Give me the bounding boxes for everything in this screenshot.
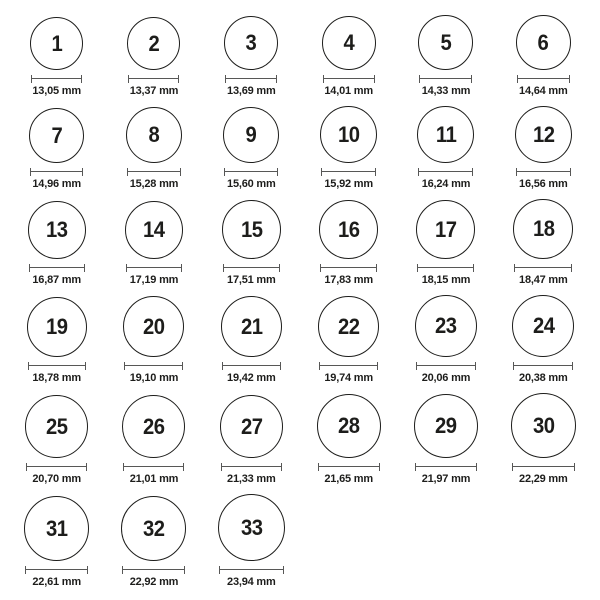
ring-circle	[121, 496, 186, 561]
ring-diameter-label: 22,61 mm	[32, 576, 81, 588]
diameter-dimension-line	[30, 168, 83, 176]
ring-circle	[416, 200, 475, 259]
ring-size-item	[515, 106, 572, 191]
ring-diameter-label: 20,38 mm	[519, 372, 568, 384]
diameter-dimension-line	[320, 264, 377, 272]
ring-circle	[125, 201, 183, 259]
diameter-dimension-line	[417, 264, 474, 272]
diameter-dimension-line	[219, 566, 284, 574]
ring-circle	[319, 200, 378, 259]
ring-diameter-label: 19,10 mm	[129, 372, 179, 384]
diameter-dimension-line	[126, 264, 182, 272]
ring-diameter-label: 21,65 mm	[324, 473, 373, 485]
ring-size-number: 17	[435, 216, 457, 242]
ring-circle	[317, 394, 381, 458]
ring-size-item	[123, 296, 184, 385]
ring-diameter-label: 16,24 mm	[421, 178, 471, 190]
ring-circle	[30, 17, 83, 70]
ring-size-item	[516, 15, 571, 98]
ring-size-item	[415, 295, 477, 385]
ring-size-item	[322, 16, 376, 98]
ring-circle	[320, 106, 377, 163]
ring-size-number: 2	[148, 30, 160, 56]
ring-diameter-label: 16,56 mm	[519, 178, 568, 190]
ring-size-item	[418, 15, 473, 98]
ring-circle	[415, 295, 477, 357]
ring-size-chart	[8, 0, 592, 589]
diameter-dimension-line	[128, 75, 179, 83]
ring-size-number: 28	[337, 413, 360, 438]
ring-size-number: 26	[143, 413, 165, 439]
ring-size-number: 3	[245, 30, 257, 55]
ring-size-item	[320, 106, 377, 191]
ring-size-number: 29	[435, 413, 457, 438]
ring-size-number: 12	[532, 121, 555, 147]
ring-diameter-label: 16,87 mm	[32, 274, 81, 286]
ring-size-item	[27, 297, 87, 385]
ring-diameter-label: 23,94 mm	[227, 576, 276, 588]
ring-size-item	[122, 395, 185, 486]
ring-size-number: 1	[51, 30, 63, 56]
ring-size-item	[223, 107, 279, 191]
diameter-dimension-line	[419, 75, 472, 83]
ring-size-number: 30	[532, 412, 555, 438]
ring-diameter-label: 19,42 mm	[227, 372, 276, 384]
ring-circle	[224, 16, 278, 70]
ring-size-item	[318, 296, 379, 385]
diameter-dimension-line	[415, 463, 477, 471]
diameter-dimension-line	[418, 168, 473, 176]
diameter-dimension-line	[25, 566, 88, 574]
ring-diameter-label: 17,51 mm	[227, 274, 276, 286]
ring-diameter-label: 13,05 mm	[32, 85, 81, 97]
diameter-dimension-line	[318, 463, 380, 471]
diameter-dimension-line	[29, 264, 85, 272]
ring-circle	[126, 107, 182, 163]
ring-size-number: 18	[532, 216, 555, 241]
ring-size-item	[317, 394, 381, 486]
diameter-dimension-line	[319, 362, 378, 370]
ring-size-item	[28, 201, 86, 287]
ring-circle	[123, 296, 184, 357]
ring-size-item	[222, 200, 281, 287]
ring-size-item	[127, 17, 180, 98]
ring-size-item	[319, 200, 378, 287]
ring-size-item	[29, 108, 84, 191]
ring-diameter-label: 21,01 mm	[129, 473, 179, 485]
ring-diameter-label: 18,78 mm	[32, 372, 81, 384]
diameter-dimension-line	[514, 264, 572, 272]
ring-size-number: 32	[143, 515, 165, 541]
ring-size-number: 7	[51, 122, 63, 148]
diameter-dimension-line	[222, 362, 281, 370]
ring-circle	[516, 15, 571, 70]
ring-size-item	[414, 394, 478, 486]
ring-size-item	[125, 201, 183, 287]
diameter-dimension-line	[123, 463, 184, 471]
diameter-dimension-line	[416, 362, 476, 370]
ring-circle	[322, 16, 376, 70]
ring-size-item	[25, 395, 88, 486]
diameter-dimension-line	[127, 168, 181, 176]
ring-size-item	[417, 106, 474, 191]
ring-size-item	[24, 496, 89, 589]
ring-diameter-label: 18,15 mm	[421, 274, 471, 286]
ring-size-number: 10	[337, 121, 360, 147]
ring-size-number: 33	[240, 514, 263, 540]
ring-circle	[414, 394, 478, 458]
ring-size-number: 5	[440, 29, 452, 55]
ring-diameter-label: 14,96 mm	[32, 178, 81, 190]
ring-circle	[511, 393, 576, 458]
ring-circle	[29, 108, 84, 163]
ring-diameter-label: 18,47 mm	[519, 274, 568, 286]
ring-diameter-label: 13,69 mm	[227, 85, 276, 97]
ring-size-number: 15	[240, 216, 263, 242]
diameter-dimension-line	[124, 362, 183, 370]
ring-size-number: 6	[537, 29, 549, 55]
ring-diameter-label: 14,64 mm	[519, 85, 568, 97]
diameter-dimension-line	[517, 75, 570, 83]
diameter-dimension-line	[28, 362, 86, 370]
ring-diameter-label: 17,83 mm	[324, 274, 373, 286]
diameter-dimension-line	[321, 168, 376, 176]
ring-circle	[222, 200, 281, 259]
ring-size-number: 24	[532, 313, 555, 338]
diameter-dimension-line	[516, 168, 571, 176]
ring-diameter-label: 13,37 mm	[129, 85, 179, 97]
ring-size-item	[121, 496, 186, 589]
diameter-dimension-line	[122, 566, 185, 574]
ring-size-item	[416, 200, 475, 287]
ring-size-item	[221, 296, 282, 385]
ring-diameter-label: 14,33 mm	[421, 85, 471, 97]
ring-size-item	[220, 395, 283, 486]
ring-circle	[318, 296, 379, 357]
ring-size-number: 27	[240, 413, 263, 439]
ring-size-item	[218, 494, 285, 589]
ring-circle	[418, 15, 473, 70]
ring-size-number: 20	[143, 313, 165, 339]
ring-size-number: 8	[148, 122, 160, 147]
ring-size-number: 23	[435, 313, 457, 338]
ring-size-item	[512, 295, 574, 385]
ring-size-number: 22	[337, 313, 360, 339]
ring-size-item	[513, 199, 573, 287]
diameter-dimension-line	[31, 75, 82, 83]
ring-circle	[221, 296, 282, 357]
diameter-dimension-line	[512, 463, 575, 471]
ring-circle	[24, 496, 89, 561]
ring-circle	[513, 199, 573, 259]
ring-size-number: 25	[45, 413, 68, 439]
ring-circle	[220, 395, 283, 458]
ring-diameter-label: 15,28 mm	[129, 178, 179, 190]
ring-diameter-label: 14,01 mm	[324, 85, 373, 97]
ring-diameter-label: 21,97 mm	[421, 473, 471, 485]
ring-size-item	[126, 107, 182, 191]
ring-size-number: 21	[240, 313, 263, 339]
ring-circle	[515, 106, 572, 163]
ring-size-number: 13	[45, 217, 68, 242]
diameter-dimension-line	[224, 168, 278, 176]
ring-circle	[25, 395, 88, 458]
ring-diameter-label: 15,60 mm	[227, 178, 276, 190]
ring-size-number: 9	[245, 122, 257, 147]
ring-size-number: 19	[45, 314, 68, 339]
ring-diameter-label: 19,74 mm	[324, 372, 373, 384]
ring-circle	[27, 297, 87, 357]
ring-size-item	[511, 393, 576, 486]
ring-size-number: 11	[435, 121, 457, 147]
ring-size-item	[30, 17, 83, 98]
diameter-dimension-line	[26, 463, 87, 471]
diameter-dimension-line	[323, 75, 375, 83]
ring-diameter-label: 21,33 mm	[227, 473, 276, 485]
diameter-dimension-line	[221, 463, 282, 471]
diameter-dimension-line	[225, 75, 277, 83]
ring-circle	[28, 201, 86, 259]
ring-diameter-label: 17,19 mm	[129, 274, 179, 286]
ring-diameter-label: 22,92 mm	[129, 576, 179, 588]
ring-circle	[127, 17, 180, 70]
ring-circle	[417, 106, 474, 163]
ring-diameter-label: 20,06 mm	[421, 372, 471, 384]
ring-size-number: 4	[343, 30, 355, 55]
ring-size-item	[224, 16, 278, 98]
ring-circle	[512, 295, 574, 357]
ring-circle	[223, 107, 279, 163]
diameter-dimension-line	[223, 264, 280, 272]
diameter-dimension-line	[513, 362, 573, 370]
ring-size-number: 16	[337, 216, 360, 242]
ring-diameter-label: 15,92 mm	[324, 178, 373, 190]
ring-circle	[122, 395, 185, 458]
ring-size-number: 14	[143, 217, 165, 242]
ring-diameter-label: 22,29 mm	[519, 473, 568, 485]
ring-circle	[218, 494, 285, 561]
ring-size-number: 31	[45, 515, 68, 541]
ring-diameter-label: 20,70 mm	[32, 473, 81, 485]
